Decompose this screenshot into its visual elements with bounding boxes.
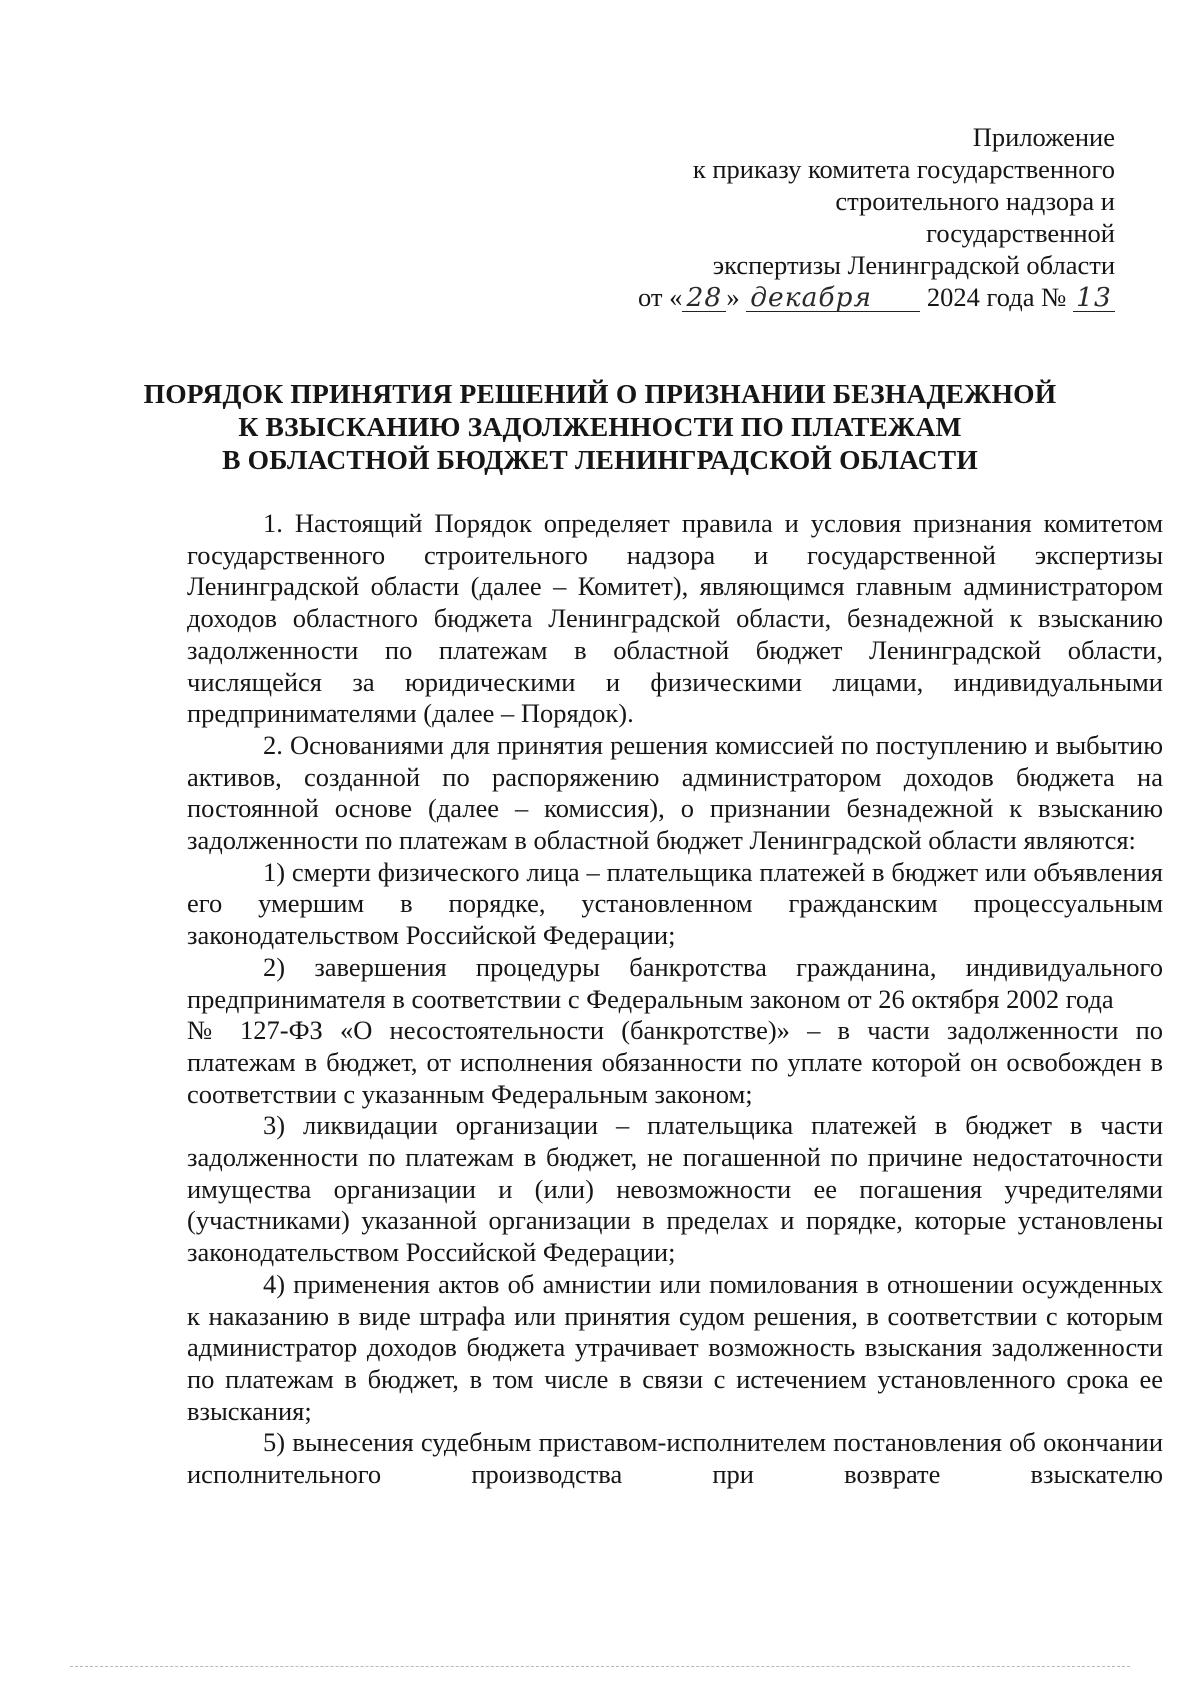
paragraph-item-3: 3) ликвидации организации – плательщика платежей в бюджет в части задолженности по платежам в бюджет, не погашенной по причине недостаточности имущества организации и (или) невозможности ее погашения учредителями (участниками) указанной организации в пределах и порядке, которые установлены законодательством Российской Федерации; <box>187 1110 1163 1268</box>
appendix-region-line: экспертизы Ленинградской области <box>712 250 1115 280</box>
date-day-field <box>682 284 726 312</box>
document-title <box>90 377 1110 476</box>
appendix-date-line <box>555 281 1115 313</box>
date-mid: » <box>726 282 740 312</box>
title-line-3: В ОБЛАСТНОЙ БЮДЖЕТ ЛЕНИНГРАДСКОЙ ОБЛАСТИ <box>222 444 978 475</box>
scan-edge-line <box>70 1666 1130 1667</box>
paragraph-item-2b: № 127-ФЗ «О несостоятельности (банкротстве)» – в части задолженности по платежам в бюджет, от исполнения обязанности по уплате которой он освобожден в соответствии с указанным Федеральным законом; <box>187 1015 1163 1109</box>
date-day-handwritten: 28 <box>686 282 723 313</box>
date-month-handwritten: декабря <box>750 282 873 313</box>
doc-number-field <box>1073 284 1115 312</box>
date-year-label: 2024 года № <box>926 282 1067 312</box>
doc-number-handwritten: 13 <box>1076 282 1112 313</box>
appendix-expertise-line: государственной <box>926 218 1115 248</box>
title-line-1: ПОРЯДОК ПРИНЯТИЯ РЕШЕНИЙ О ПРИЗНАНИИ БЕЗНАДЕЖНОЙ <box>143 378 1057 409</box>
paragraph-1: 1. Настоящий Порядок определяет правила и условия признания комитетом государственного строительного надзора и государственной экспертизы Ленинградской области (далее – Комитет), являющимся главным администратором доходов областного бюджета Ленинградской области, безнадежной к взысканию задолженности по платежам в областной бюджет Ленинградской области, числящейся за юридическими и физическими лицами, индивидуальными предпринимателями (далее – Порядок). <box>187 508 1163 729</box>
date-month-field <box>746 284 920 312</box>
appendix-committee-line: строительного надзора и <box>835 186 1115 216</box>
document-body <box>187 508 1163 1491</box>
appendix-title: Приложение <box>972 122 1115 152</box>
paragraph-2: 2. Основаниями для принятия решения комиссией по поступлению и выбытию активов, созданной по распоряжению администратором доходов бюджета на постоянной основе (далее – комиссия), о признании безнадежной к взысканию задолженности по платежам в областной бюджет Ленинградской области являются: <box>187 729 1163 856</box>
paragraph-item-4: 4) применения актов об амнистии или помилования в отношении осужденных к наказанию в виде штрафа или принятия судом решения, в соответствии с которым администратор доходов бюджета утрачивает возможность взыскания задолженности по платежам в бюджет, в том числе в связи с истечением установленного срока ее взыскания; <box>187 1268 1163 1426</box>
paragraph-item-1: 1) смерти физического лица – плательщика платежей в бюджет или объявления его умершим в порядке, установленном гражданским процессуальным законодательством Российской Федерации; <box>187 856 1163 951</box>
appendix-order-line: к приказу комитета государственного <box>692 154 1115 184</box>
appendix-header <box>555 121 1115 313</box>
paragraph-item-2a: 2) завершения процедуры банкротства гражданина, индивидуального предпринимателя в соответствии с Федеральным законом от 26 октября 2002 года <box>187 951 1163 1014</box>
date-prefix: от « <box>638 282 683 312</box>
title-line-2: К ВЗЫСКАНИЮ ЗАДОЛЖЕННОСТИ ПО ПЛАТЕЖАМ <box>238 411 962 442</box>
paragraph-item-5: 5) вынесения судебным приставом-исполнителем постановления об окончании исполнительного производства при возврате взыскателю <box>187 1427 1163 1490</box>
